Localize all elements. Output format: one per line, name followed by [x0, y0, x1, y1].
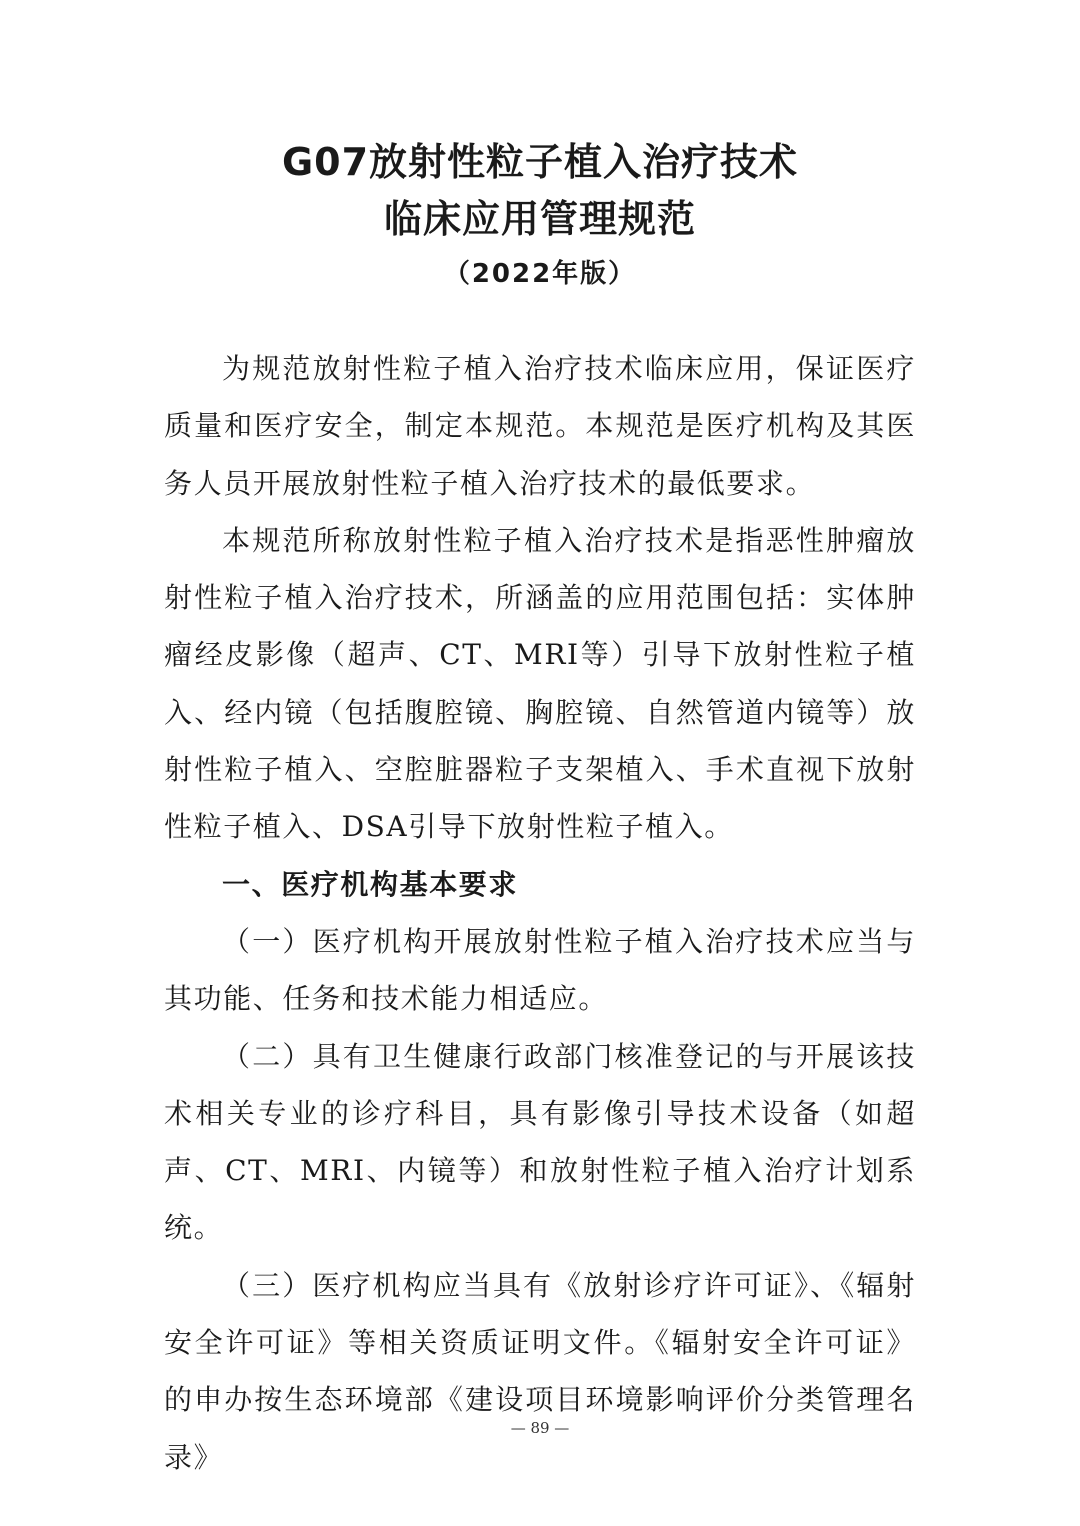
document-title-line1: G07放射性粒子植入治疗技术 — [281, 140, 799, 184]
intro-paragraph-2: 本规范所称放射性粒子植入治疗技术是指恶性肿瘤放射性粒子植入治疗技术，所涵盖的应用范围包括：实体肿瘤经皮影像（超声、CT、MRI等）引导下放射性粒子植入、经内镜（包括腹腔镜、胸腔镜、自然管道内镜等）放射性粒子植入、空腔脏器粒子支架植入、手术直视下放射性粒子植入、DSA引导下放射性粒子植入。 — [164, 523, 916, 844]
document-edition: （2022年版） — [443, 259, 637, 289]
section1-item-3: （三）医疗机构应当具有《放射诊疗许可证》、《辐射安全许可证》等相关资质证明文件。《辐射安全许可证》的申办按生态环境部《建设项目环境影响评价分类管理名录》 — [164, 1268, 916, 1474]
section-heading-1: 一、医疗机构基本要求 — [222, 867, 519, 901]
section1-item-1: （一）医疗机构开展放射性粒子植入治疗技术应当与其功能、任务和技术能力相适应。 — [164, 924, 916, 1016]
intro-paragraph-1: 为规范放射性粒子植入治疗技术临床应用，保证医疗质量和医疗安全，制定本规范。本规范是医疗机构及其医务人员开展放射性粒子植入治疗技术的最低要求。 — [164, 352, 916, 500]
document-body — [164, 340, 916, 1486]
document-title-line2: 临床应用管理规范 — [383, 197, 696, 241]
page-number: — 89 — — [510, 1419, 570, 1437]
section1-item-2: （二）具有卫生健康行政部门核准登记的与开展该技术相关专业的诊疗科目，具有影像引导技术设备（如超声、CT、MRI、内镜等）和放射性粒子植入治疗计划系统。 — [164, 1039, 916, 1245]
